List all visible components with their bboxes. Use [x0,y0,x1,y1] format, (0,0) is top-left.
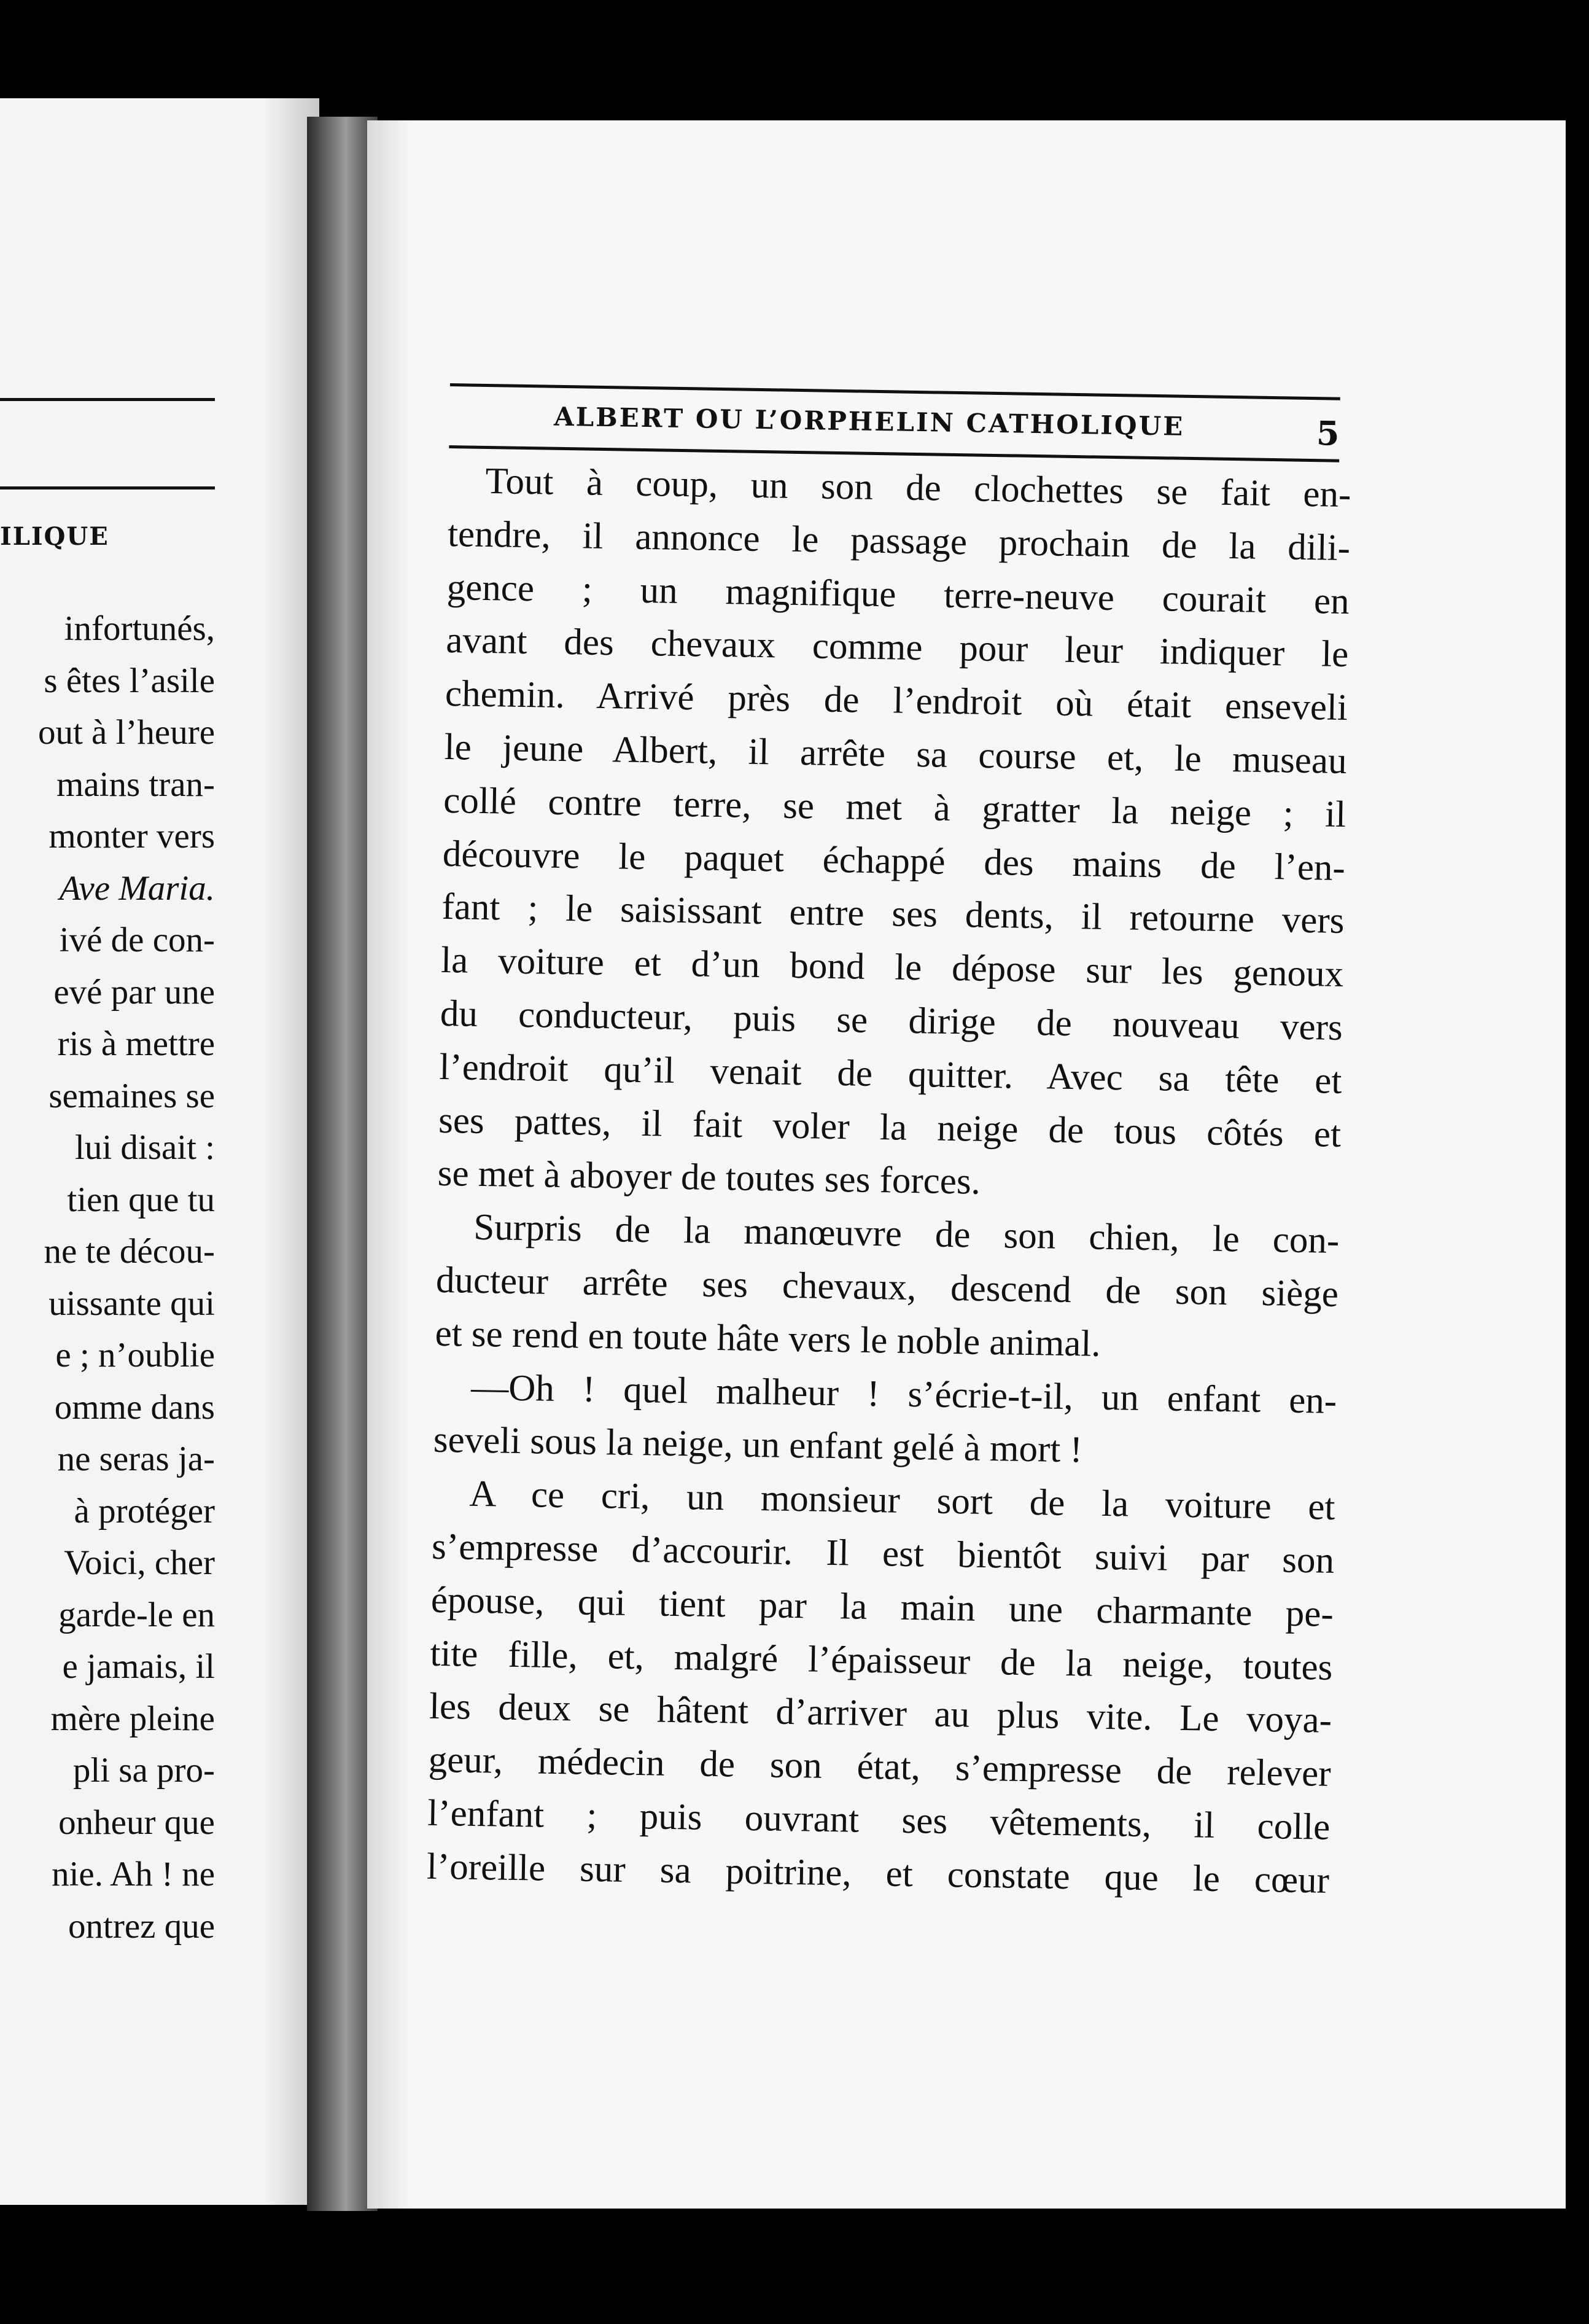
left-text-line: Voici, cher [64,1543,215,1582]
body-text-line: ducteur arrête ses chevaux, descend de son siège [435,1259,1339,1315]
body-text-line: épouse, qui tient par la main une charmante pe- [430,1579,1334,1635]
body-text-line: Surpris de la manœuvre de son chien, le con- [473,1206,1340,1262]
body-text-line: le jeune Albert, il arrête sa course et, le museau [444,726,1348,782]
left-page [0,98,319,2205]
body-text-line: tite fille, et, malgré l’épaisseur de la neige, toutes [429,1632,1333,1688]
left-text-line: onheur que [58,1803,215,1842]
left-text-line: uissante qui [49,1284,215,1323]
body-text-line: A ce cri, un monsieur sort de la voiture et [469,1473,1335,1529]
right-page-shadow [367,120,410,2209]
left-text-line: e jamais, il [62,1647,215,1686]
left-text-line: ivé de con- [59,921,215,959]
left-bottom-rule [0,486,215,489]
right-page-body [426,454,1351,1908]
left-text-line: nie. Ah ! ne [52,1855,215,1893]
left-text-line: infortunés, [64,609,215,648]
left-running-head: ILIQUE [0,522,109,551]
body-text-line: —Oh ! quel malheur ! s’écrie-t-il, un enfant en- [470,1367,1337,1422]
left-text-line: ne te décou- [44,1232,215,1271]
left-top-rule [0,398,215,401]
left-text-line: ne seras ja- [57,1440,215,1478]
left-text-line: evé par une [53,972,215,1012]
body-text-line: s’empresse d’accourir. Il est bientôt suivi par son [431,1526,1335,1581]
running-title: ALBERT OU L’ORPHELIN CATHOLIQUE [553,401,1185,442]
left-text-line: omme dans [54,1387,215,1427]
body-text-line: geur, médecin de son état, s’empresse de relever [428,1739,1332,1795]
left-text-line: out à l’heure [37,713,215,752]
body-text-line: seveli sous la neige, un enfant gelé à mort ! [433,1419,1083,1471]
right-page [367,120,1566,2209]
left-text-line: ontrez que [68,1906,215,1946]
body-text-line: gence ; un magnifique terre-neuve courait en [446,566,1350,622]
left-text-line: tien que tu [67,1180,215,1219]
body-text-line: ses pattes, il fait voler la neige de tous côtés et [438,1099,1342,1155]
body-text-line: l’enfant ; puis ouvrant ses vêtements, il colle [427,1792,1331,1848]
body-text-line: découvre le paquet échappé des mains de l’en- [442,833,1346,889]
right-page-text-block [426,383,1352,1908]
body-text-line: Tout à coup, un son de clochettes se fait en- [484,460,1351,516]
left-text-line: pli sa pro- [72,1751,215,1790]
left-text-line: ris à mettre [57,1024,215,1063]
body-text-line: tendre, il annonce le passage prochain de la dili- [447,513,1351,569]
body-text-line: du conducteur, puis se dirige de nouveau vers [440,992,1343,1048]
left-text-line: à protéger [74,1491,215,1530]
body-text-line: avant des chevaux comme pour leur indiquer le [445,620,1349,676]
page-number: 5 [1316,413,1340,453]
left-page-text [0,603,215,1952]
body-text-line: fant ; le saisissant entre ses dents, il retourne vers [441,886,1345,942]
left-text-line: mère pleine [50,1699,215,1738]
left-text-line: garde-le en [58,1595,215,1634]
left-text-line: mains tran- [56,765,215,804]
left-text-line: monter vers [49,817,215,856]
left-text-line: semaines se [49,1076,215,1115]
body-text-line: chemin. Arrivé près de l’endroit où était enseveli [445,673,1348,729]
body-text-line: l’endroit qu’il venait de quitter. Avec sa tête et [438,1046,1342,1102]
body-text-line: et se rend en toute hâte vers le noble animal. [435,1312,1101,1365]
left-text-line: Ave Maria. [59,868,215,908]
left-text-line: e ; n’oublie [55,1336,215,1375]
body-text-line: les deux se hâtent d’arriver au plus vite. Le voya- [429,1686,1332,1742]
left-text-line: s êtes l’asile [44,661,215,700]
body-text-line: se met à aboyer de toutes ses forces. [437,1153,981,1203]
left-text-line: lui disait : [75,1128,215,1167]
body-text-line: l’oreille sur sa poitrine, et constate que le cœur [426,1846,1330,1901]
body-text-line: la voiture et d’un bond le dépose sur les genoux [440,940,1344,996]
body-text-line: collé contre terre, se met à gratter la neige ; il [443,779,1346,835]
